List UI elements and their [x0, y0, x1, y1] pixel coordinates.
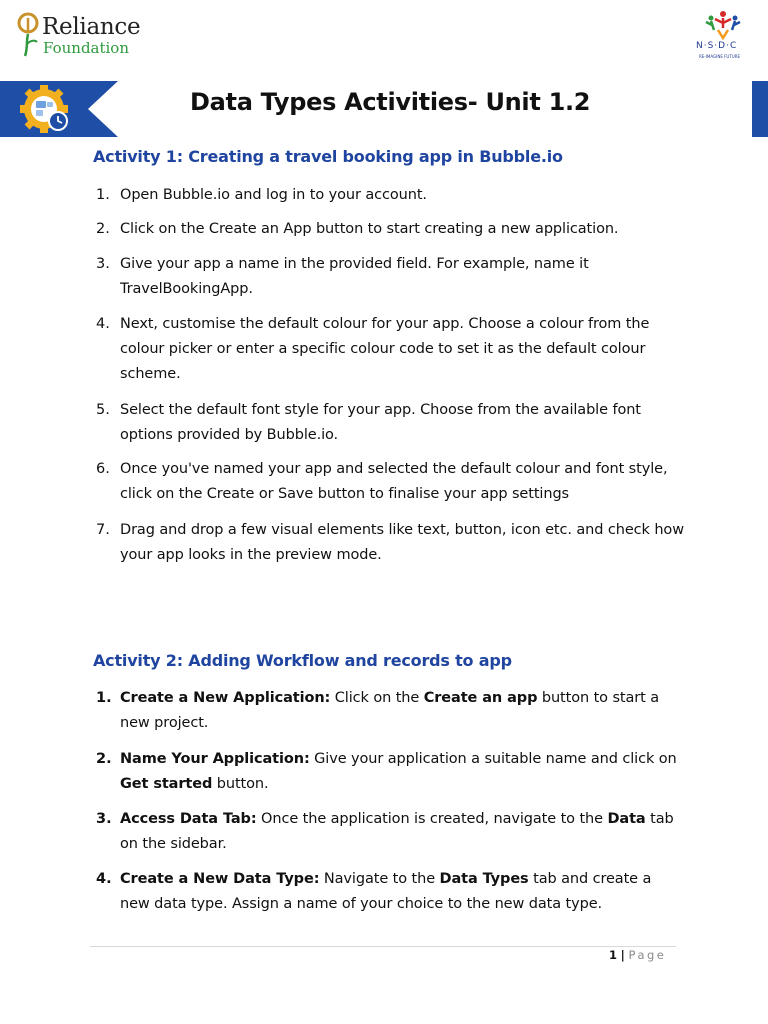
- nsdc-logo-name: N·S·D·C: [696, 41, 738, 51]
- step-text: Next, customise the default colour for your app. Choose a colour from the colour picker or enter a specific colour code to set it as the default colour scheme.: [120, 316, 650, 382]
- step-number: 3.: [96, 811, 112, 827]
- step-emphasis: Get started: [120, 776, 213, 792]
- step-title: Create a New Data Type:: [120, 871, 320, 887]
- page-number: 1: [609, 948, 618, 962]
- page-title: Data Types Activities- Unit 1.2: [190, 88, 591, 116]
- step-number: 2.: [96, 751, 112, 767]
- step-number: 4.: [96, 316, 110, 332]
- nsdc-logo: [690, 10, 756, 66]
- step-text: Drag and drop a few visual elements like text, button, icon etc. and check how your app looks in the preview mode.: [120, 522, 684, 563]
- step-text: Give your app a name in the provided field. For example, name it TravelBookingApp.: [120, 256, 589, 297]
- step-emphasis: Data Types: [439, 871, 529, 887]
- step-number: 1.: [96, 187, 110, 203]
- step-number: 3.: [96, 256, 110, 272]
- page-separator: |: [620, 948, 625, 962]
- page-label: Page: [628, 948, 667, 962]
- activity-1-heading: Activity 1: Creating a travel booking app in Bubble.io: [93, 147, 563, 166]
- step-number: 2.: [96, 221, 110, 237]
- step-body: Once the application is created, navigate to the: [256, 811, 608, 827]
- right-edge-tab: [752, 81, 768, 137]
- step-number: 1.: [96, 690, 112, 706]
- step-emphasis: Data: [607, 811, 646, 827]
- step-title: Name Your Application:: [120, 751, 310, 767]
- reliance-logo-sub: Foundation: [43, 39, 130, 57]
- step-body: Navigate to the: [319, 871, 440, 887]
- step-body: button.: [212, 776, 269, 792]
- step-body: button to start a new project.: [120, 690, 660, 731]
- step-text: [120, 867, 685, 917]
- step-number: 7.: [96, 522, 110, 538]
- title-banner: [0, 81, 120, 137]
- step-title: Access Data Tab:: [120, 811, 257, 827]
- reliance-logo-name: Reliance: [42, 14, 141, 40]
- step-text: [120, 807, 685, 857]
- step-number: 6.: [96, 461, 110, 477]
- step-text: Select the default font style for your app. Choose from the available font options provided by Bubble.io.: [120, 402, 641, 443]
- step-body: tab and create a new data type. Assign a name of your choice to the new data type.: [120, 871, 652, 912]
- footer-divider: [90, 946, 676, 947]
- step-text: Click on the Create an App button to start creating a new application.: [120, 221, 619, 237]
- step-number: 5.: [96, 402, 110, 418]
- step-number: 4.: [96, 871, 112, 887]
- step-title: Create a New Application:: [120, 690, 331, 706]
- step-emphasis: Create an app: [423, 690, 538, 706]
- step-body: Click on the: [330, 690, 424, 706]
- step-text: Once you've named your app and selected the default colour and font style, click on the Create or Save button to finalise your app settings: [120, 461, 668, 502]
- step-body: Give your application a suitable name and click on: [309, 751, 677, 767]
- reliance-foundation-logo: [16, 12, 146, 58]
- page-footer: [609, 948, 666, 962]
- step-text: Open Bubble.io and log in to your account.: [120, 187, 427, 203]
- step-text: [120, 747, 685, 797]
- nsdc-logo-tagline: RE-IMAGINE FUTURE: [699, 54, 741, 59]
- clock-icon: [49, 112, 67, 130]
- step-body: tab on the sidebar.: [120, 811, 674, 852]
- activity-2-heading: Activity 2: Adding Workflow and records to app: [93, 651, 512, 670]
- step-text: [120, 686, 685, 736]
- reliance-emblem-icon: [16, 12, 42, 58]
- nsdc-people-icon: [702, 10, 744, 40]
